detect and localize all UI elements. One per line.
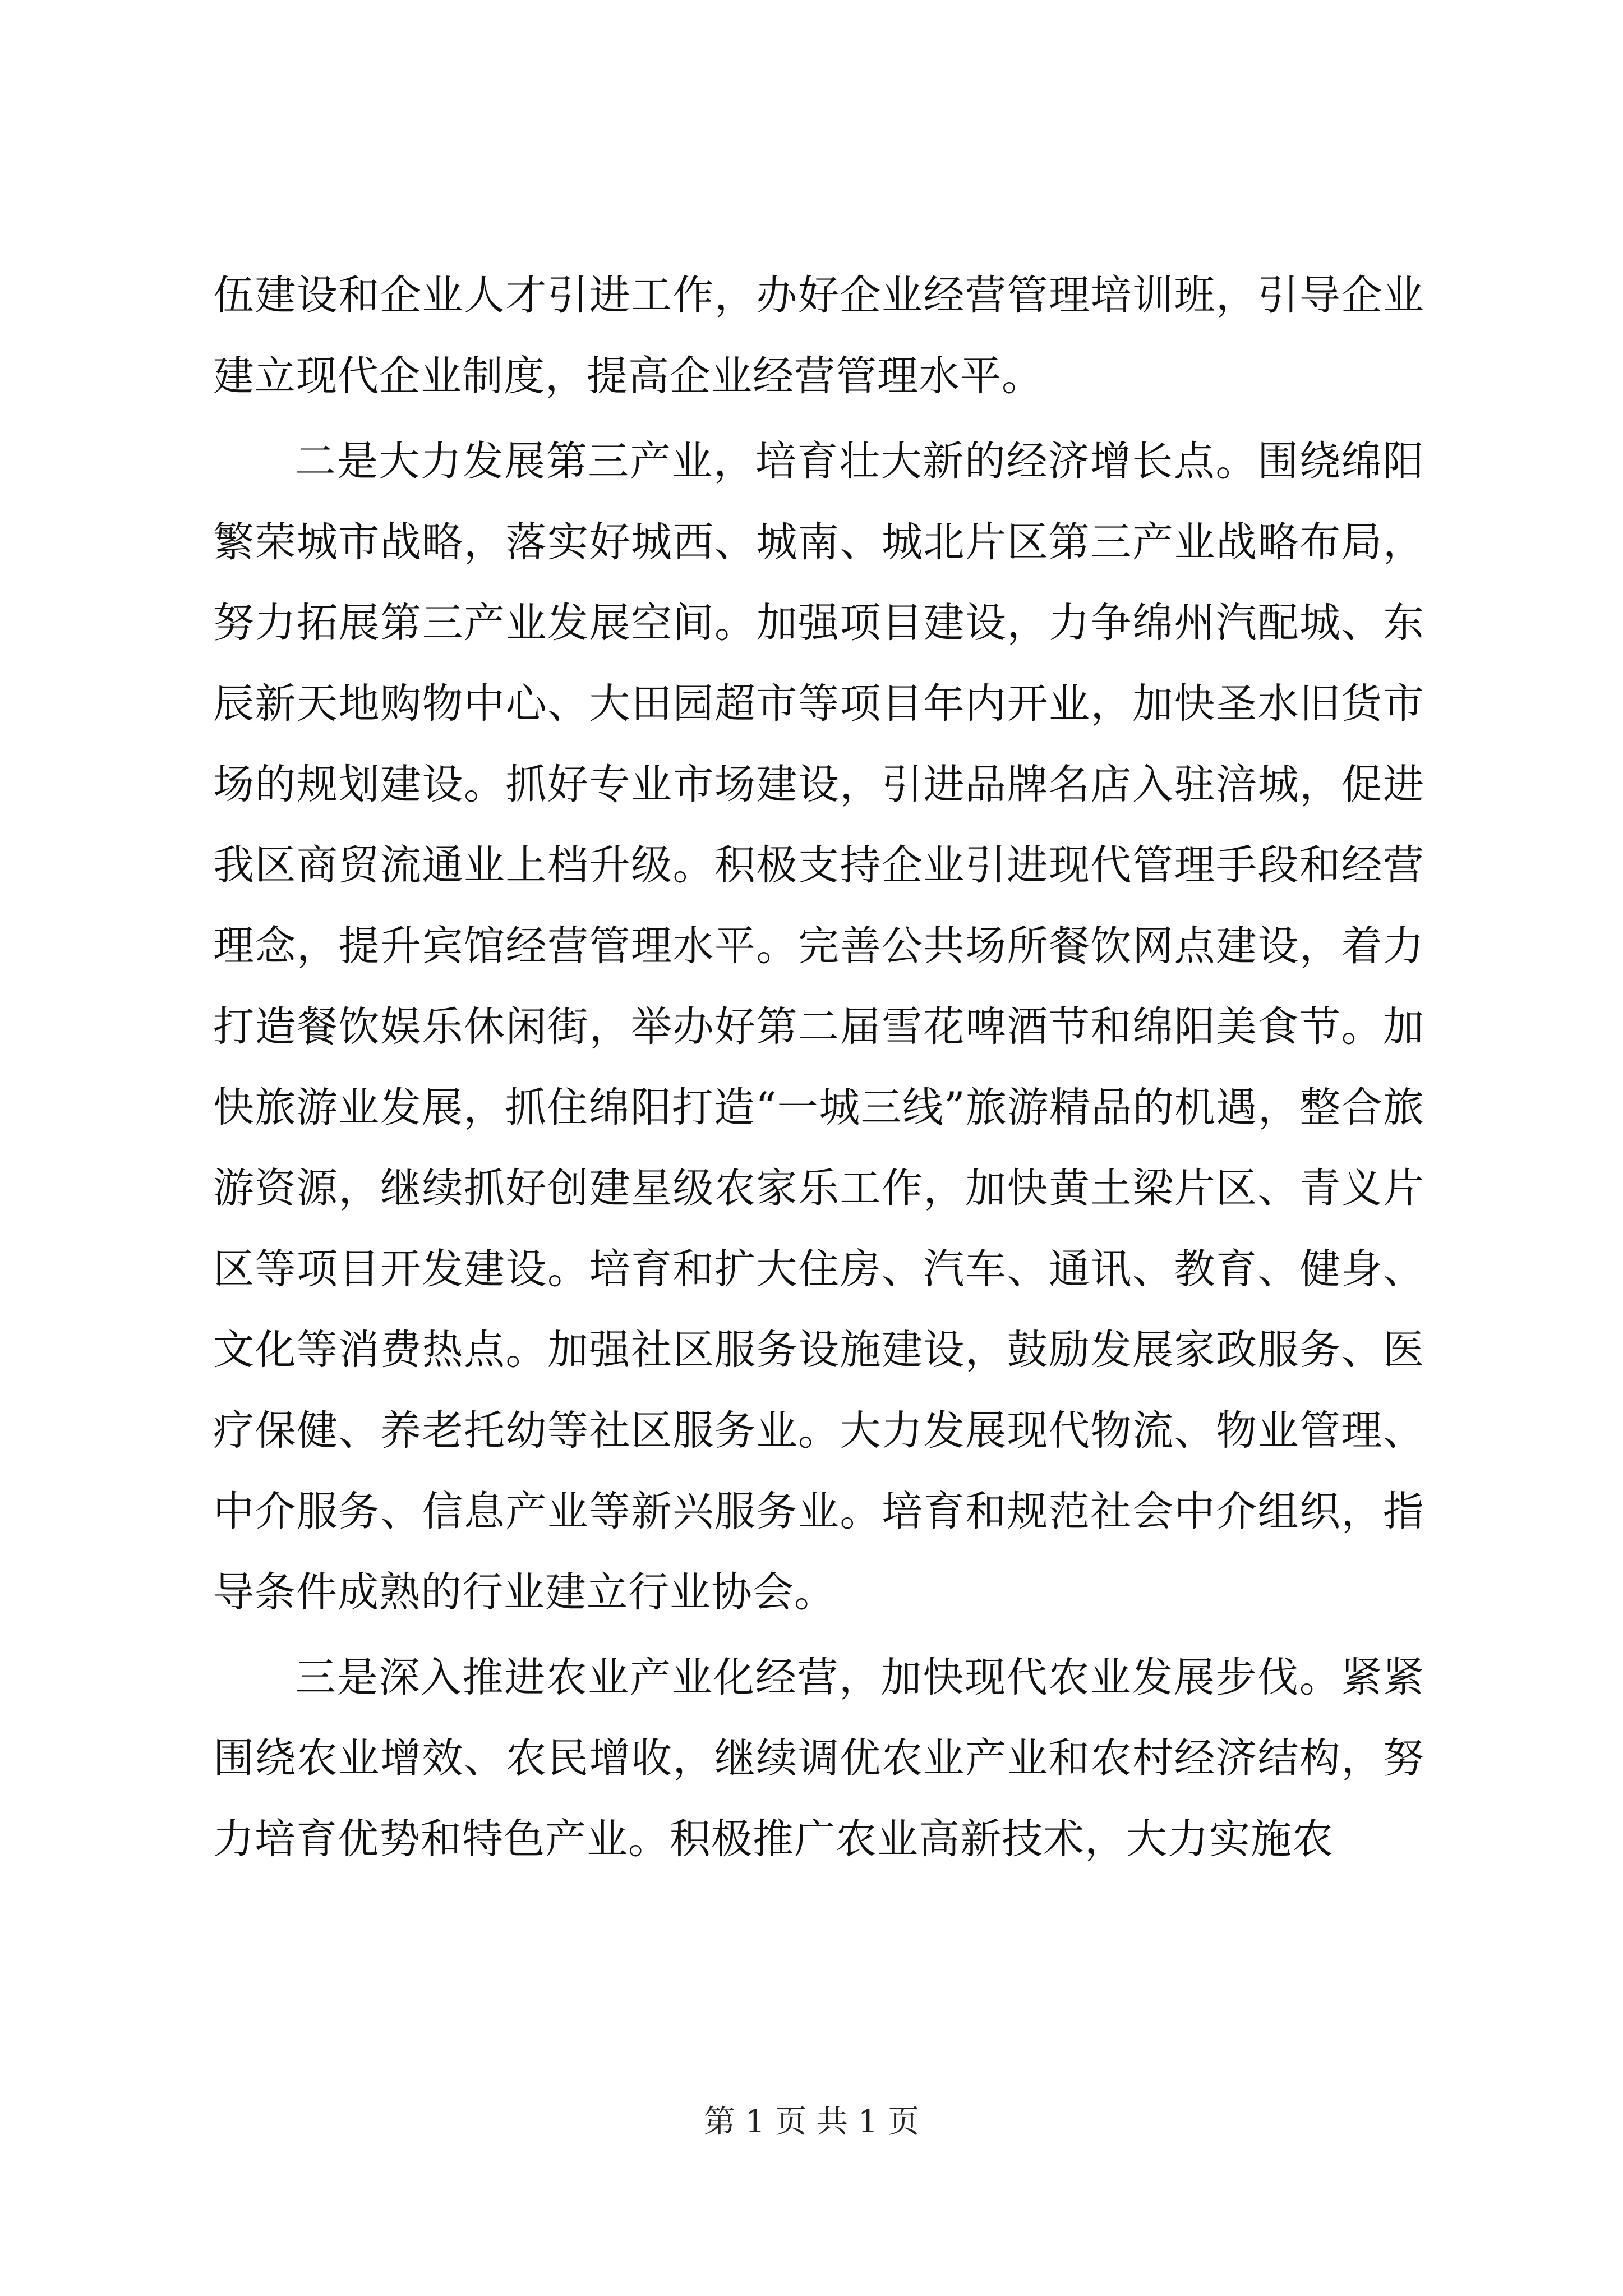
document-body (213, 255, 1424, 1880)
paragraph-1: 伍建设和企业人才引进工作，办好企业经营管理培训班，引导企业建立现代企业制度，提高企业经营管理水平。 (213, 272, 1424, 400)
paragraph-3: 三是深入推进农业产业化经营，加快现代农业发展步伐。紧紧围绕农业增效、农民增收，继续调优农业产业和农村经济结构，努力培育优势和特色产业。积极推广农业高新技术，大力实施农 (213, 1654, 1424, 1863)
paragraph-2: 二是大力发展第三产业，培育壮大新的经济增长点。围绕绵阳繁荣城市战略，落实好城西、城南、城北片区第三产业战略布局，努力拓展第三产业发展空间。加强项目建设，力争绵州汽配城、东辰新天地购物中心、大田园超市等项目年内开业，加快圣水旧货市场的规划建设。抓好专业市场建设，引进品牌名店入驻涪城，促进我区商贸流通业上档升级。积极支持企业引进现代管理手段和经营理念，提升宾馆经营管理水平。完善公共场所餐饮网点建设，着力打造餐饮娱乐休闲街，举办好第二届雪花啤酒节和绵阳美食节。加快旅游业发展，抓住绵阳打造“一城三线”旅游精品的机遇，整合旅游资源，继续抓好创建星级农家乐工作，加快黄土梁片区、青义片区等项目开发建设。培育和扩大住房、汽车、通讯、教育、健身、文化等消费热点。加强社区服务设施建设，鼓励发展家政服务、医疗保健、养老托幼等社区服务业。大力发展现代物流、物业管理、中介服务、信息产业等新兴服务业。培育和规范社会中介组织，指导条件成熟的行业建立行业协会。 (213, 438, 1424, 1616)
page-number-footer: 第 1 页 共 1 页 (703, 2104, 920, 2140)
